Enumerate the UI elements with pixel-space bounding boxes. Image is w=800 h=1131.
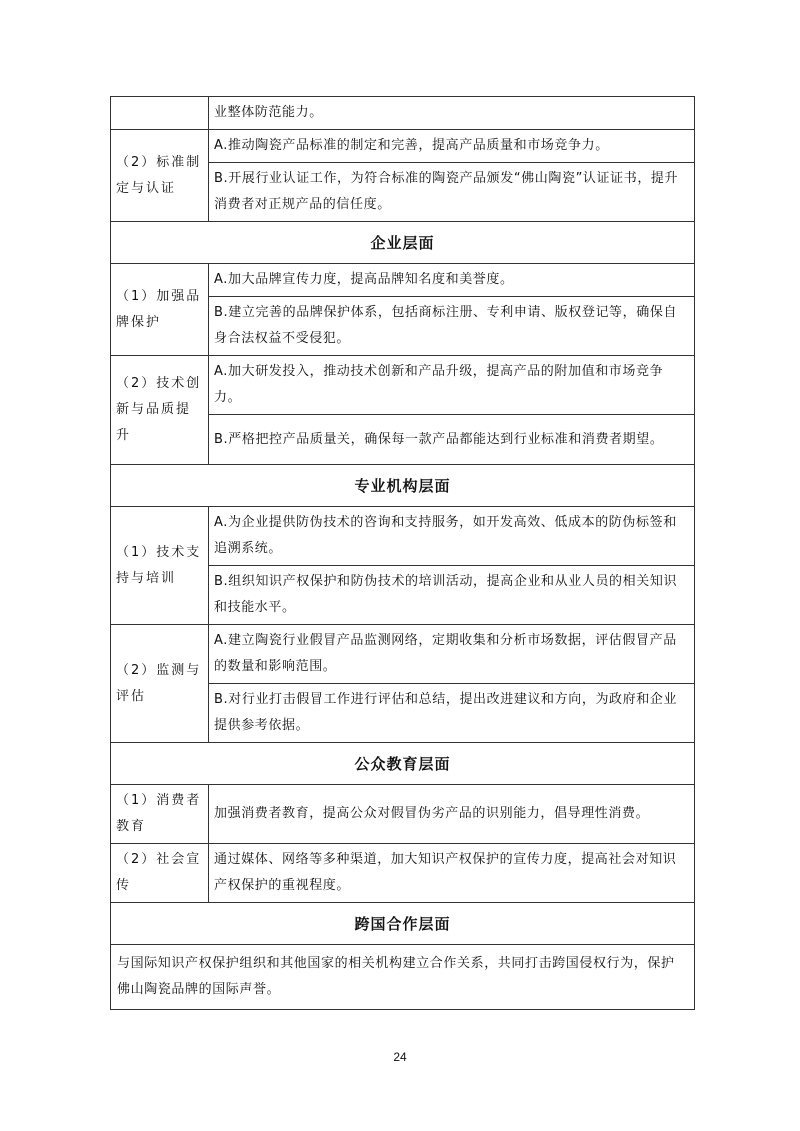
- table-row: [111, 264, 695, 297]
- measures-table: [110, 96, 695, 1010]
- table-cell: B.对行业打击假冒工作进行评估和总结，提出改进建议和方向，为政府和企业提供参考依据。: [209, 684, 695, 743]
- section-heading: 企业层面: [111, 222, 695, 264]
- row-label: （2）社会宣传: [111, 844, 209, 903]
- section-row: [111, 903, 695, 945]
- table-cell: A.加大品牌宣传力度，提高品牌知名度和美誉度。: [209, 264, 695, 297]
- table-cell: B.严格把控产品质量关，确保每一款产品都能达到行业标准和消费者期望。: [209, 415, 695, 465]
- row-label: （1）技术支持与培训: [111, 507, 209, 625]
- table-cell: B.建立完善的品牌保护体系，包括商标注册、专利申请、版权登记等，确保自身合法权益不受侵犯。: [209, 297, 695, 356]
- table-cell: 加强消费者教育，提高公众对假冒伪劣产品的识别能力，倡导理性消费。: [209, 785, 695, 844]
- row-label: （2）技术创新与品质提升: [111, 356, 209, 465]
- section-row: [111, 222, 695, 264]
- table-row: [111, 625, 695, 684]
- table-cell: B.开展行业认证工作，为符合标准的陶瓷产品颁发“佛山陶瓷”认证证书，提升消费者对正规产品的信任度。: [209, 163, 695, 222]
- table-row: [111, 844, 695, 903]
- row-label: （2）标准制定与认证: [111, 130, 209, 222]
- table-cell-empty: [111, 97, 209, 130]
- table-cell: 与国际知识产权保护组织和其他国家的相关机构建立合作关系，共同打击跨国侵权行为，保护佛山陶瓷品牌的国际声誉。: [111, 945, 695, 1010]
- page-number: 24: [393, 1050, 407, 1064]
- table-row: [111, 356, 695, 415]
- row-label: （1）消费者教育: [111, 785, 209, 844]
- table-row: [111, 945, 695, 1010]
- table-cell: A.加大研发投入，推动技术创新和产品升级，提高产品的附加值和市场竞争力。: [209, 356, 695, 415]
- table-cell: A.为企业提供防伪技术的咨询和支持服务，如开发高效、低成本的防伪标签和追溯系统。: [209, 507, 695, 566]
- section-row: [111, 743, 695, 785]
- section-heading: 跨国合作层面: [111, 903, 695, 945]
- table-cell: A.推动陶瓷产品标准的制定和完善，提高产品质量和市场竞争力。: [209, 130, 695, 163]
- table-row: [111, 507, 695, 566]
- table-cell: 业整体防范能力。: [209, 97, 695, 130]
- table-cell: 通过媒体、网络等多种渠道，加大知识产权保护的宣传力度，提高社会对知识产权保护的重视程度。: [209, 844, 695, 903]
- table-row: [111, 97, 695, 130]
- section-row: [111, 465, 695, 507]
- section-heading: 公众教育层面: [111, 743, 695, 785]
- row-label: （1）加强品牌保护: [111, 264, 209, 356]
- section-heading: 专业机构层面: [111, 465, 695, 507]
- table-row: [111, 785, 695, 844]
- row-label: （2）监测与评估: [111, 625, 209, 743]
- table-cell: A.建立陶瓷行业假冒产品监测网络，定期收集和分析市场数据，评估假冒产品的数量和影响范围。: [209, 625, 695, 684]
- table-cell: B.组织知识产权保护和防伪技术的培训活动，提高企业和从业人员的相关知识和技能水平。: [209, 566, 695, 625]
- table-row: [111, 130, 695, 163]
